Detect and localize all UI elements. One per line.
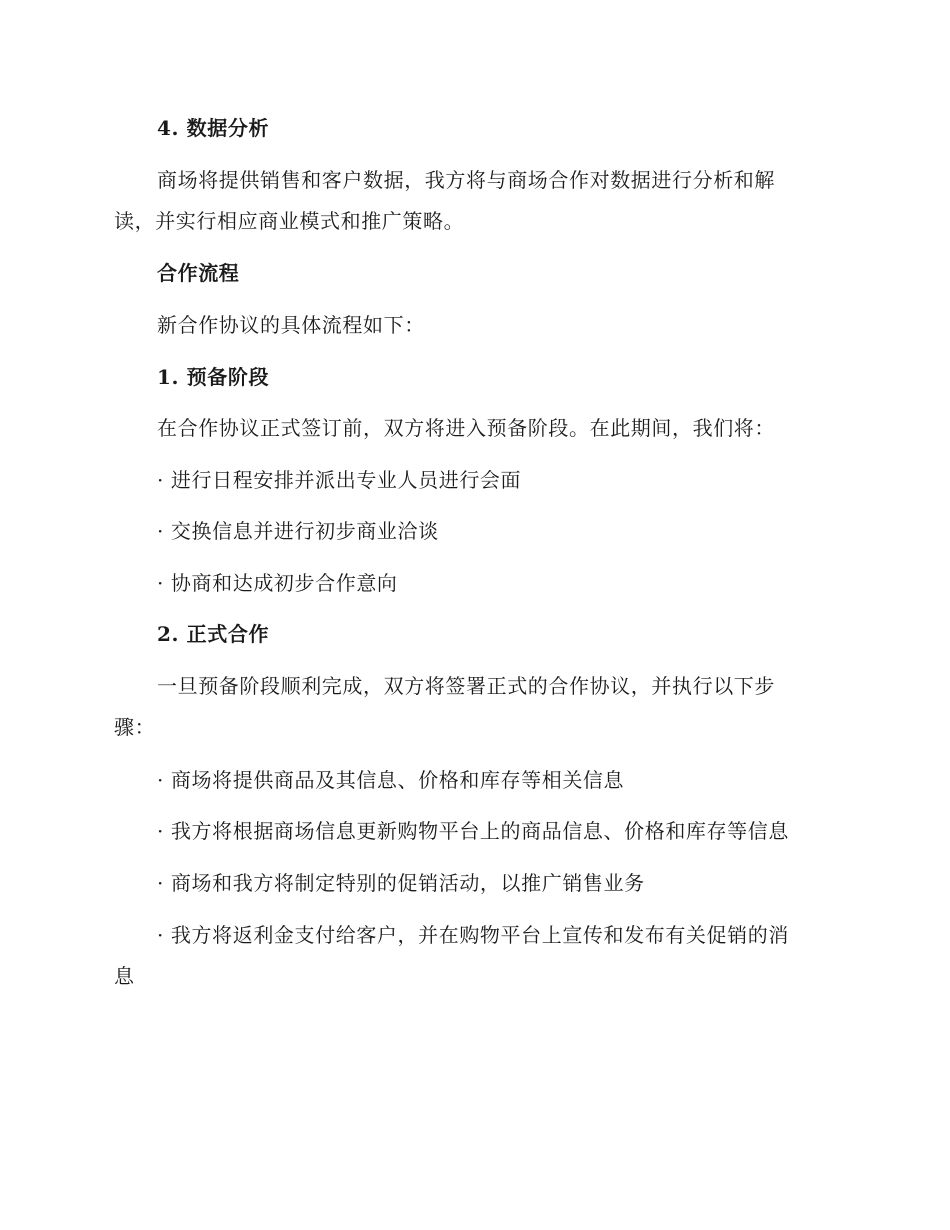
step-2-intro-line-1: 一旦预备阶段顺利完成，双方将签署正式的合作协议，并执行以下步 bbox=[157, 674, 775, 698]
section-4-paragraph-line-1: 商场将提供销售和客户数据，我方将与商场合作对数据进行分析和解 bbox=[157, 168, 775, 192]
step-1-bullet: · 协商和达成初步合作意向 bbox=[157, 571, 398, 595]
step-2-heading: 2. 正式合作 bbox=[157, 622, 270, 646]
step-2-bullet: · 商场和我方将制定特别的促销活动，以推广销售业务 bbox=[157, 871, 645, 895]
step-2-bullet: · 我方将根据商场信息更新购物平台上的商品信息、价格和库存等信息 bbox=[157, 819, 789, 843]
section-4-heading: 4. 数据分析 bbox=[157, 116, 270, 140]
section-4-paragraph-line-2: 读，并实行相应商业模式和推广策略。 bbox=[114, 209, 465, 233]
step-2-bullet: · 商场将提供商品及其信息、价格和库存等相关信息 bbox=[157, 768, 625, 792]
process-heading: 合作流程 bbox=[157, 261, 240, 285]
step-1-heading: 1. 预备阶段 bbox=[157, 365, 270, 389]
step-1-intro: 在合作协议正式签订前，双方将进入预备阶段。在此期间，我们将： bbox=[157, 416, 775, 440]
step-2-last-bullet-line-2: 息 bbox=[114, 964, 135, 988]
step-2-last-bullet-line-1: · 我方将返利金支付给客户，并在购物平台上宣传和发布有关促销的消 bbox=[157, 923, 789, 947]
step-1-bullet: · 交换信息并进行初步商业洽谈 bbox=[157, 519, 439, 543]
process-intro: 新合作协议的具体流程如下： bbox=[157, 313, 425, 337]
step-1-bullet: · 进行日程安排并派出专业人员进行会面 bbox=[157, 468, 522, 492]
step-2-intro-line-2: 骤： bbox=[114, 715, 156, 739]
